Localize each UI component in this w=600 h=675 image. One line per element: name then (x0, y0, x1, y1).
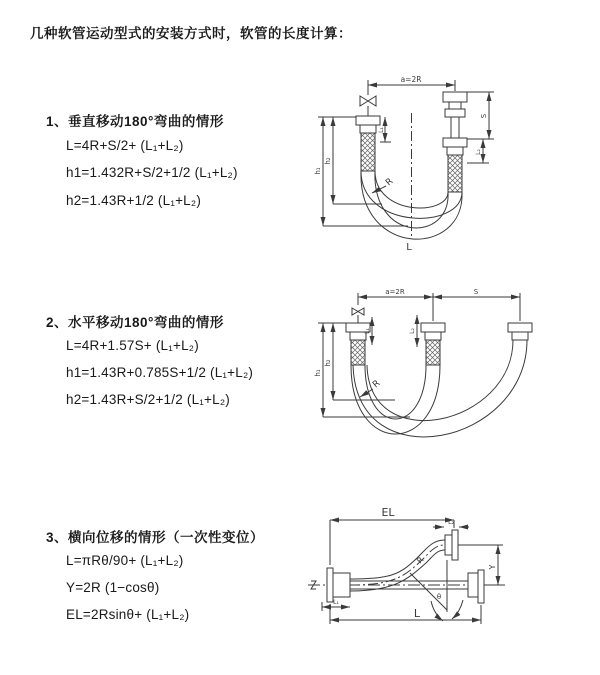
dim-label-y: Y (488, 564, 497, 570)
section-1-heading: 1、垂直移动180°弯曲的情形 (46, 114, 224, 129)
flange-hub (333, 573, 350, 597)
section-1-formula-h1: h1=1.432R+S/2+1/2 (L₁+L₂) (66, 165, 238, 180)
pipe-fitting (508, 323, 532, 332)
pipe-fitting (443, 92, 467, 102)
pipe-fitting (360, 125, 376, 133)
dim-label-el: EL (381, 506, 395, 519)
section-2-formula-h2: h2=1.43R+S/2+1/2 (L₁+L₂) (66, 392, 230, 407)
flange (478, 570, 484, 603)
dim-label-h1: h₁ (314, 167, 322, 175)
pipe-fitting (512, 332, 528, 340)
section-3-formula-y: Y=2R (1−cosθ) (66, 580, 160, 595)
section-1-formula-h2: h2=1.43R+1/2 (L₁+L₂) (66, 193, 202, 208)
valve-icon (368, 96, 376, 106)
braided-hose-section (351, 340, 365, 365)
pipe-fitting (421, 323, 445, 332)
pipe-fitting (356, 116, 380, 125)
diagram-horizontal-180-bend (310, 285, 590, 470)
braided-hose-section (448, 155, 462, 192)
dim-label-l2: L₂ (475, 149, 482, 155)
braided-hose-section (426, 340, 440, 365)
radius-leader (360, 389, 373, 397)
dim-label-s: S (480, 113, 488, 119)
braided-hose-section (361, 133, 375, 171)
dim-label-s: S (473, 288, 479, 296)
pipe-fitting (447, 147, 463, 155)
flange (452, 530, 458, 560)
dim-label-l2: L₂ (448, 519, 454, 526)
radius-label: R (415, 555, 426, 566)
diagram-lateral-displacement (300, 505, 600, 655)
diagram-vertical-180-bend (310, 68, 590, 258)
pipe-fitting (425, 332, 441, 340)
angle-label: θ (436, 593, 442, 601)
section-2-heading: 2、水平移动180°弯曲的情形 (46, 315, 224, 330)
dim-label-l1: L₁ (378, 127, 385, 133)
flange-hub (468, 573, 478, 597)
pipe-fitting (449, 102, 461, 109)
angle-arc (452, 600, 463, 619)
flange-hub (445, 535, 452, 555)
hose-curve (365, 365, 426, 419)
dim-label-h2: h₂ (324, 157, 332, 165)
section-3-heading: 3、横向位移的情形（一次性变位） (46, 530, 265, 545)
section-2-formula-l: L=4R+1.57S+ (L₁+L₂) (66, 338, 199, 353)
pipe-fitting (445, 109, 465, 117)
pipe-fitting (443, 138, 467, 147)
dim-label-l2: L₂ (409, 328, 416, 334)
dim-label-l1: L₁ (333, 599, 339, 606)
dim-label-h1: h₁ (314, 369, 322, 377)
length-label: L (413, 607, 421, 620)
dim-label-l1: L₁ (364, 328, 371, 334)
section-1-formula-l: L=4R+S/2+ (L₁+L₂) (66, 138, 184, 153)
radius-label: R (371, 378, 383, 391)
dim-label-a2r: a=2R (400, 75, 422, 84)
section-2-formula-h1: h1=1.43R+0.785S+1/2 (L₁+L₂) (66, 365, 254, 380)
page-title: 几种软管运动型式的安装方式时，软管的长度计算： (30, 26, 352, 41)
dim-label-h2: h₂ (324, 359, 332, 367)
section-3-formula-el: EL=2Rsinθ+ (L₁+L₂) (66, 607, 190, 622)
section-3-formula-l: L=πRθ/90+ (L₁+L₂) (66, 553, 184, 568)
hose-curve (350, 540, 445, 579)
valve-icon (358, 308, 364, 315)
dim-label-a2r: a=2R (385, 288, 405, 296)
valve-icon (360, 96, 368, 106)
radius-line (410, 573, 447, 610)
radius-label: R (384, 176, 396, 189)
length-label: L (406, 242, 412, 253)
flange (327, 568, 333, 602)
